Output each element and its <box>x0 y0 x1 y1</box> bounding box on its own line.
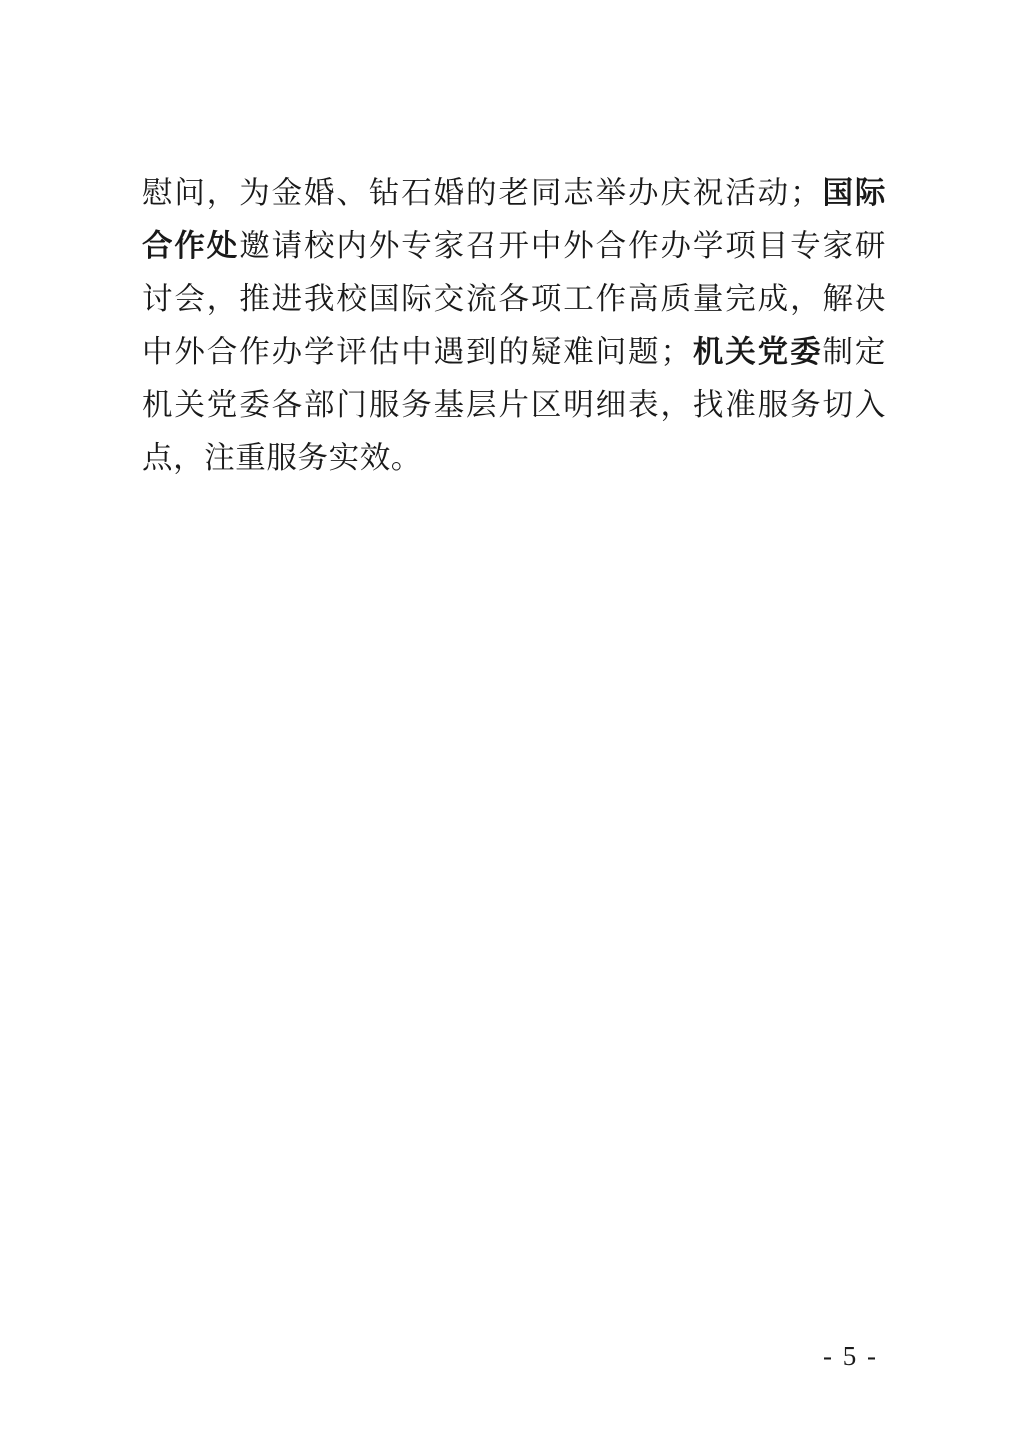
body-paragraph <box>142 167 886 485</box>
page-content <box>142 136 886 515</box>
text-run: 制定机关党委各部门服务基层片区明细表，找准服务切入点，注重服务实效。 <box>142 334 886 475</box>
text-run: 邀请校内外专家召开中外合作办学项目专家研讨会，推进我校国际交流各项工作高质量完成，解决中外合作办学评估中遇到的疑难问题； <box>142 228 886 369</box>
text-run: 慰问，为金婚、钻石婚的老同志举办庆祝活动； <box>142 175 822 210</box>
page-number: - 5 - <box>823 1341 878 1371</box>
emphasized-run: 国际合作处 <box>142 175 886 263</box>
emphasized-run: 机关党委 <box>691 334 823 369</box>
